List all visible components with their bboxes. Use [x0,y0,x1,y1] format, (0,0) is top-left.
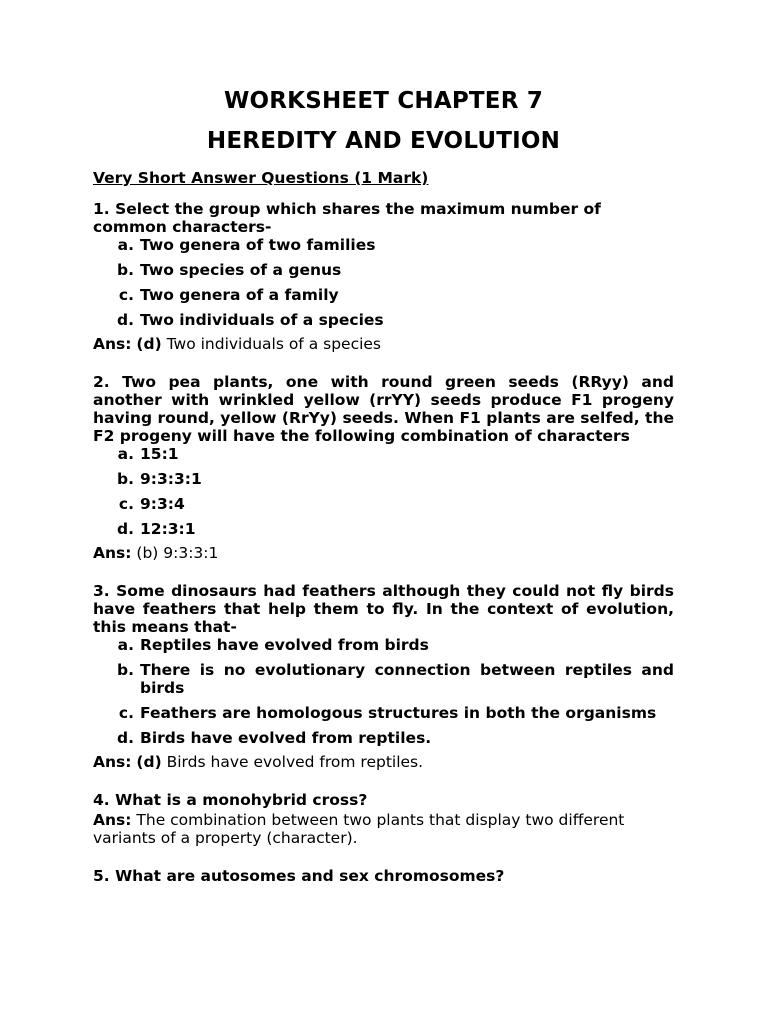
option-letter: a. [117,636,134,654]
options-list [93,445,674,538]
option-letter: c. [118,286,134,304]
option-letter: d. [117,520,134,538]
options-list [93,636,674,747]
question-text: 1. Select the group which shares the maximum number of common characters- [93,200,601,236]
answer-line [93,335,674,353]
option-text: Two species of a genus [140,261,342,279]
option-item [93,236,674,254]
option-letter: a. [117,445,134,463]
option-text: 12:3:1 [140,520,196,538]
option-item [93,704,674,722]
answer-choice: (d) [136,335,162,353]
option-letter: b. [117,261,134,279]
option-item [93,470,674,488]
answer-label: Ans: [93,544,132,562]
option-letter: b. [117,470,134,488]
question-text: 3. Some dinosaurs had feathers although they could not fly birds have feathers that help them to fly. In the context of evolution, this means that- [93,582,674,636]
option-letter: d. [117,311,134,329]
answer-text: Two individuals of a species [166,335,382,353]
option-text: There is no evolutionary connection between reptiles and birds [140,661,674,697]
question-block-5 [93,867,674,885]
option-text: Reptiles have evolved from birds [140,636,429,654]
option-item [93,261,674,279]
chapter-subtitle: HEREDITY AND EVOLUTION [206,128,561,154]
option-item [93,729,674,747]
answer-label: Ans: [93,753,132,771]
option-text: Two genera of a family [140,286,339,304]
option-item [93,311,674,329]
answer-line [93,544,674,562]
option-letter: d. [117,729,134,747]
option-item [93,286,674,304]
option-text: 9:3:4 [140,495,185,513]
answer-line [93,753,674,771]
question-text: 5. What are autosomes and sex chromosomes? [93,867,505,885]
answer-line [93,811,674,847]
worksheet-page [93,86,674,885]
answer-label: Ans: [93,335,132,353]
answer-label: Ans: [93,811,132,829]
answer-text: Birds have evolved from reptiles. [166,753,424,771]
option-text: Two genera of two families [140,236,376,254]
option-letter: c. [118,495,134,513]
option-item [93,636,674,654]
option-text: 15:1 [140,445,179,463]
option-text: 9:3:3:1 [140,470,202,488]
question-text: 4. What is a monohybrid cross? [93,791,368,809]
question-block-1 [93,200,674,353]
option-item [93,445,674,463]
question-block-2 [93,373,674,562]
option-item [93,495,674,513]
option-item [93,520,674,538]
answer-text: The combination between two plants that display two different variants of a property (character). [93,811,625,847]
page-title: WORKSHEET CHAPTER 7 [223,88,544,114]
option-letter: c. [118,704,134,722]
option-letter: a. [117,236,134,254]
option-text: Two individuals of a species [140,311,384,329]
options-list [93,236,674,329]
answer-text: (b) 9:3:3:1 [136,544,219,562]
question-text: 2. Two pea plants, one with round green seeds (RRyy) and another with wrinkled yellow (rrYY) seeds produce F1 progeny having round, yellow (RrYy) seeds. When F1 plants are selfed, the F2 progeny will have the following combination of characters [93,373,674,445]
question-block-4 [93,791,674,847]
answer-choice: (d) [136,753,162,771]
question-block-3 [93,582,674,771]
option-letter: b. [117,661,134,679]
option-item [93,661,674,697]
option-text: Birds have evolved from reptiles. [140,729,432,747]
section-heading: Very Short Answer Questions (1 Mark) [93,169,429,187]
option-text: Feathers are homologous structures in both the organisms [140,704,657,722]
